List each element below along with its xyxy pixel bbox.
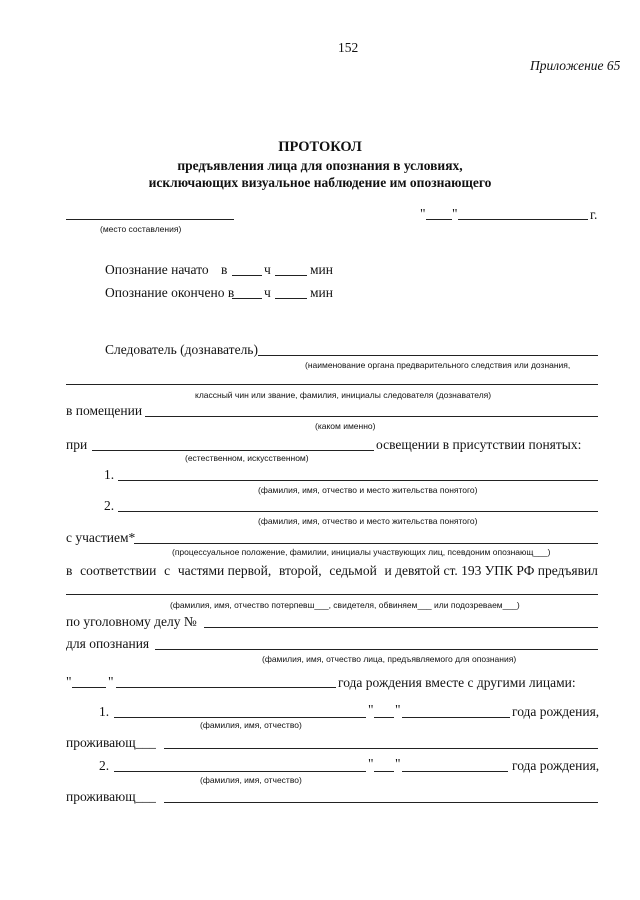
end-min-label: мин [310,285,333,300]
other-2-date-field[interactable] [402,771,508,772]
other-1-num: 1. [99,704,110,719]
lighting-suffix: освещении в присутствии понятых: [376,437,582,452]
other-1-date-field[interactable] [402,717,510,718]
other-2-caption: (фамилия, имя, отчество) [200,775,302,785]
identification-field[interactable] [155,649,598,650]
document-title: ПРОТОКОЛ [278,139,362,155]
other-1-caption: (фамилия, имя, отчество) [200,720,302,730]
law-word: второй, [278,563,322,578]
other-2-quote-close: " [395,756,401,771]
witness-1-field[interactable] [118,480,598,481]
other-2-quote-open: " [368,756,374,771]
victim-caption: (фамилия, имя, отчество потерпевш___, свидетеля, обвиняем___ или подозреваем___) [170,600,520,610]
date-day-field[interactable] [426,219,452,220]
investigator-field-2[interactable] [66,384,598,385]
other-1-suffix: года рождения, [512,704,600,719]
identification-label: для опознания [66,636,150,651]
witness-2-num: 2. [104,498,115,513]
other-1-day-field[interactable] [374,717,394,718]
end-label: Опознание окончено в [105,285,235,300]
participation-field[interactable] [134,543,598,544]
document-subtitle-2: исключающих визуальное наблюдение им опознающего [148,175,492,190]
victim-field[interactable] [66,594,598,595]
start-min-label: мин [310,262,333,277]
place-caption: (место составления) [100,224,182,234]
date-quote-close: " [452,206,458,221]
start-h-label: ч [264,262,271,277]
start-label: Опознание начато [105,262,209,277]
birth-suffix: года рождения вместе с другими лицами: [338,675,576,690]
other-2-residing-label: проживающ___ [66,789,156,804]
other-2-name-field[interactable] [114,771,366,772]
end-minutes-field[interactable] [275,298,307,299]
start-minutes-field[interactable] [275,275,307,276]
investigator-caption-2: классный чин или звание, фамилия, инициалы следователя (дознавателя) [195,390,492,400]
other-1-residence-field[interactable] [164,748,598,749]
participation-caption: (процессуальное положение, фамилии, инициалы участвующих лиц, псевдоним опознающ___) [172,547,551,557]
birth-quote-close: " [108,674,114,689]
witness-2-caption: (фамилия, имя, отчество и место жительства понятого) [258,516,478,526]
birth-day-field[interactable] [72,687,106,688]
other-1-residing-label: проживающ___ [66,735,156,750]
other-1-name-field[interactable] [114,717,366,718]
room-caption: (каком именно) [315,421,376,431]
investigator-label: Следователь (дознаватель) [105,342,258,357]
date-quote-open: " [420,206,426,221]
date-month-year-field[interactable] [458,219,588,220]
other-2-suffix: года рождения, [512,758,600,773]
witness-1-num: 1. [104,467,115,482]
end-hours-field[interactable] [232,298,262,299]
document-subtitle-1: предъявления лица для опознания в условиях, [177,158,463,173]
lighting-label: при [66,437,88,452]
law-word: соответствии [80,563,157,578]
law-word: седьмой [329,563,377,578]
case-number-field[interactable] [204,627,598,628]
room-label: в помещении [66,403,143,418]
other-1-quote-close: " [395,702,401,717]
date-year-suffix: г. [590,207,598,222]
law-word: и девятой ст. 193 УПК РФ предъявил [384,563,598,578]
place-field[interactable] [66,219,234,220]
start-hours-field[interactable] [232,275,262,276]
room-field[interactable] [145,416,598,417]
other-1-quote-open: " [368,702,374,717]
other-2-num: 2. [99,758,110,773]
investigator-caption-1: (наименование органа предварительного следствия или дознания, [305,360,571,370]
investigator-field[interactable] [258,355,598,356]
lighting-caption: (естественном, искусственном) [185,453,309,463]
birth-quote-open: " [66,674,72,689]
witness-1-caption: (фамилия, имя, отчество и место жительства понятого) [258,485,478,495]
law-word: частями первой, [177,563,272,578]
other-2-residence-field[interactable] [164,802,598,803]
identification-caption: (фамилия, имя, отчество лица, предъявляемого для опознания) [262,654,517,664]
birth-date-field[interactable] [116,687,336,688]
law-word: с [164,563,171,578]
participation-label: с участием* [66,530,136,545]
other-2-day-field[interactable] [374,771,394,772]
law-sentence [66,563,598,579]
appendix-label: Приложение 65 [530,58,621,73]
page-number: 152 [338,40,359,55]
lighting-field[interactable] [92,450,374,451]
start-in: в [221,262,228,277]
law-word: в [66,563,73,578]
end-h-label: ч [264,285,271,300]
case-label: по уголовному делу № [66,614,197,629]
witness-2-field[interactable] [118,511,598,512]
